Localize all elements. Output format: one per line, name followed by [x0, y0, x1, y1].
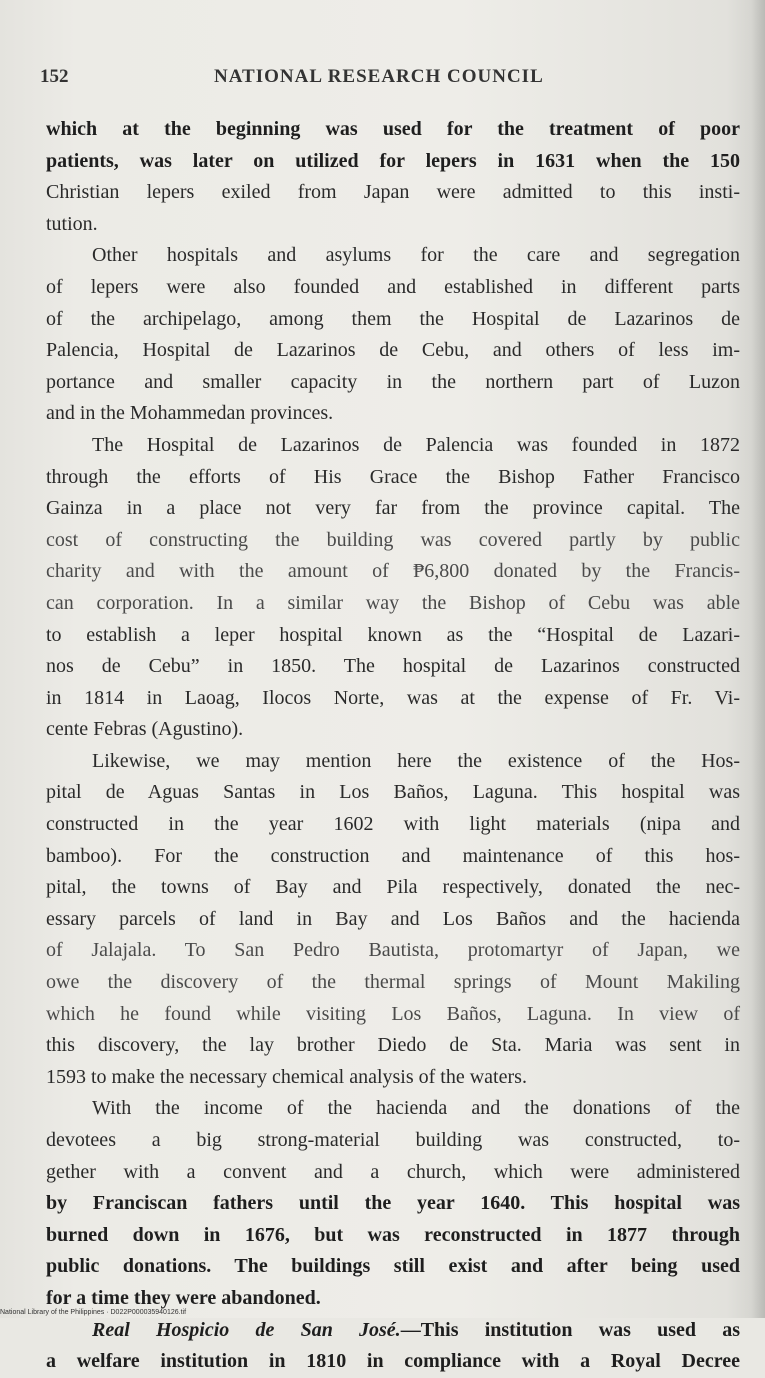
- page-header: [40, 66, 740, 96]
- text-line: devotees a big strong-material building was constructed, to-: [46, 1129, 740, 1151]
- page-number: 152: [40, 66, 69, 87]
- text-line: in 1814 in Laoag, Ilocos Norte, was at the expense of Fr. Vi-: [46, 686, 740, 709]
- text-line: With the income of the hacienda and the donations of the: [92, 1097, 740, 1120]
- text-line: [46, 1315, 740, 1347]
- section-title: Real Hospicio de San José.: [92, 1318, 401, 1341]
- text-line: bamboo). For the construction and maintenance of this hos-: [46, 844, 740, 867]
- text-line: to establish a leper hospital known as the “Hospital de Lazari-: [46, 623, 740, 646]
- text-line: this discovery, the lay brother Diedo de Sta. Maria was sent in: [46, 1034, 740, 1057]
- text-line: burned down in 1676, but was reconstructed in 1877 through: [46, 1223, 740, 1246]
- text-line: Gainza in a place not very far from the province capital. The: [46, 497, 740, 520]
- text-line: owe the discovery of the thermal springs of Mount Makiling: [46, 971, 740, 994]
- text-line: a welfare institution in 1810 in compliance with a Royal Decree: [46, 1350, 740, 1373]
- text-line: Christian lepers exiled from Japan were admitted to this insti-: [46, 181, 740, 204]
- text-line: pital de Aguas Santas in Los Baños, Laguna. This hospital was: [46, 781, 740, 804]
- text-line: of Jalajala. To San Pedro Bautista, protomartyr of Japan, we: [46, 939, 740, 962]
- scan-footer: National Library of the Philippines · D022P000035940126.tif: [0, 1309, 187, 1316]
- text-line: public donations. The buildings still exist and after being used: [46, 1255, 740, 1278]
- text-line: which at the beginning was used for the treatment of poor: [46, 118, 740, 140]
- text-line: nos de Cebu” in 1850. The hospital de Lazarinos constructed: [46, 655, 740, 678]
- text-line: Other hospitals and asylums for the care and segregation: [92, 244, 740, 267]
- text-line: of lepers were also founded and established in different parts: [46, 275, 740, 298]
- text-line: portance and smaller capacity in the northern part of Luzon: [46, 370, 740, 393]
- text-line: of the archipelago, among them the Hospital de Lazarinos de: [46, 307, 740, 330]
- text-line: constructed in the year 1602 with light materials (nipa and: [46, 813, 740, 836]
- text-line: gether with a convent and a church, which were administered: [46, 1160, 740, 1183]
- text-line: tution.: [46, 212, 98, 235]
- text-line: cente Febras (Agustino).: [46, 718, 244, 741]
- body-text: [46, 114, 740, 1378]
- text-line: for a time they were abandoned.: [46, 1286, 321, 1309]
- text-line: by Franciscan fathers until the year 1640. This hospital was: [46, 1192, 740, 1215]
- text-line: Palencia, Hospital de Lazarinos de Cebu, and others of less im-: [46, 339, 740, 362]
- text-line: pital, the towns of Bay and Pila respectively, donated the nec-: [46, 876, 740, 899]
- text-line: Likewise, we may mention here the existence of the Hos-: [92, 749, 740, 772]
- text-line: 1593 to make the necessary chemical analysis of the waters.: [46, 1065, 527, 1088]
- page-edge-shadow: [751, 0, 765, 1318]
- text-line: can corporation. In a similar way the Bishop of Cebu was able: [46, 591, 740, 614]
- running-head: NATIONAL RESEARCH COUNCIL: [214, 66, 544, 87]
- text-line: patients, was later on utilized for lepers in 1631 when the 150: [46, 149, 740, 172]
- text-line: cost of constructing the building was covered partly by public: [46, 528, 740, 551]
- text-line: and in the Mohammedan provinces.: [46, 402, 334, 425]
- text-line: which he found while visiting Los Baños, Laguna. In view of: [46, 1002, 740, 1025]
- text-line: essary parcels of land in Bay and Los Baños and the hacienda: [46, 907, 740, 930]
- text-line: charity and with the amount of ₱6,800 donated by the Francis-: [46, 560, 740, 583]
- text-span: —This institution was used as: [400, 1318, 740, 1341]
- text-line: The Hospital de Lazarinos de Palencia was founded in 1872: [92, 433, 740, 456]
- text-line: through the efforts of His Grace the Bishop Father Francisco: [46, 465, 740, 488]
